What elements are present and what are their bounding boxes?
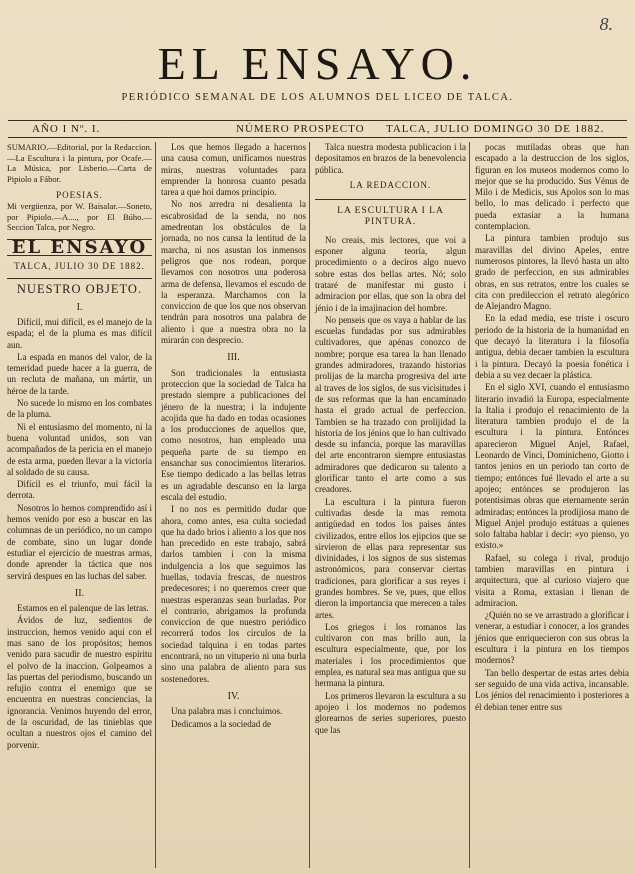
section-numeral: IV. — [227, 690, 240, 702]
poesias-label: POESIAS. — [56, 190, 103, 200]
banner-title: EL ENSAYO — [7, 239, 152, 256]
masthead — [0, 40, 635, 103]
paragraph: Los primeros llevaron la escultura a su apojeo i los modernos no podemos glorearnos de series superiores, puesto que las — [315, 690, 466, 735]
summary-poems: Mi vergüenza, por W. Baisalar.—Soneto, por Pipiolo.—A...., por El Búho.—Seccion Talca, por Negro. — [7, 201, 152, 233]
paragraph: Dedicamos a la sociedad de — [171, 718, 271, 729]
column-2 — [158, 142, 310, 868]
section-title: NUESTRO OBJETO. — [7, 278, 152, 295]
paragraph: Ávidos de luz, sedientos de instruccion, hemos venido aquí con el mas sano de los propósitos; hemos venido para sacudir de nuestro espíritu el polvo de la inaccion. Golpeamos a las puertas del periodismo, buscando un refujio contra el enemigo que se encuentra en nuestras conciencias, la ignorancia. Venimos huyendo del error, de la oscuridad, de las tinieblas que ocultan a nuestros ojos el camino del porvenir. — [7, 615, 152, 750]
section-numeral: II. — [74, 587, 85, 599]
paragraph: Ni el entusiasmo del momento, ni la buena voluntad unidos, son van acompañados de la pericia en el manejo de esta arma, pueden llevar a la victoria al soldado de su causa. — [7, 421, 152, 477]
article-title: LA ESCULTURA I LA PINTURA. — [315, 199, 466, 229]
paragraph: Talca nuestra modesta publicacion i la depositamos en brazos de la benevolencia pública. — [315, 142, 466, 175]
editorial-signature: LA REDACCION. — [349, 179, 432, 190]
masthead-title: EL ENSAYO. — [157, 38, 478, 89]
issue-bar — [8, 120, 627, 138]
paragraph: Rafael, su colega i rival, produjo tambien maravillas en pintura i arquitectura, que al curioso viajero que visita a Roma, extasian i llenan de admiracion. — [475, 552, 629, 608]
paragraph: En el siglo XVI, cuando el entusiasmo literario invadió la Europa, especialmente la Italia i produjo el renacimiento de la literatura tambien produjo el de la escultura i la pintura. Entónces aparecieron Miguel Anjel, Rafael, Leonardo de Vinci, Dominicheno, Giotto i tantos jenios en un periodo tan corto de tiempo; entónces fué llevado el arte a su apojeo; entónces se produjeron las potentisimas obras que eternamente serán admiradas; entónces la prodijiosa mano de Miguel Anjel produjo estátuas a quienes solo faltaba hablar i decir: «yo pienso, yo existo.» — [475, 382, 629, 551]
paragraph: Difícil, mui difícil, es el manejo de la espada; el de la pluma es mas difícil aun. — [7, 316, 152, 350]
paragraph: La espada en manos del valor, de la temeridad puede hacer a la guerra, de un recluta de mañana, un mártir, un héroe de la tarde. — [7, 351, 152, 396]
paragraph: Los griegos i los romanos las cultivaron con mas brillo aun, la escultura especialmente, que, por los materiales i los procedimientos que emplea, es natural sea mas antigua que su hermana la pintura. — [315, 621, 466, 689]
issue-date: TALCA, JULIO DOMINGO 30 DE 1882. — [386, 123, 605, 135]
paragraph: Son tradicionales la entusiasta proteccion que la sociedad de Talca ha prestado siempre a publicaciones del jénero de la nuestra; i la indujente acojida que ha dado en todas ocasiones a los producciones de aquellos que, como nosotros, han empleado una pequeña parte de su tiempo en ensanchar sus conocimientos literarios. Ese tiempo dedicado a las bellas letras es un agradable descanso en la larga escala del estudio. — [161, 367, 306, 502]
paragraph: pocas mutiladas obras que han escapado a la destruccion de los siglos, figuran en los museos modernos como lo mejor que se ha producido. Sus Vénus de Milo i de Medicis, sus Apolos son lo mas bello, lo mas delicado i perfecto que pueda extasiar a la humana contemplacion. — [475, 142, 629, 232]
issue-number: AÑO I Nº. I. — [32, 123, 101, 135]
paragraph: Estamos en el palenque de las letras. — [17, 603, 149, 614]
column-4 — [472, 142, 632, 868]
paragraph: I no nos es permitido dudar que ahora, como antes, esa culta sociedad que ha dado brios i aliento a los que nos han precedido en este trabajo, sabrá darlos tambien i con la misma indulgencia a los que seguimos las huellas, todavía frescas, de nuestros predecesores; i no queremos creer que nuestras esperanzas sean burladas. Por el contrario, abrigamos la profunda conviccion de que nuestro periódico recorrerá todos los círculos de la sociedad talquina i en todas partes encontrará, no un vituperio ni una burla sino una palabra de aliento para sus sostenedores. — [161, 504, 306, 684]
section-numeral: III. — [227, 352, 240, 364]
paragraph: Tan bello despertar de estas artes debia ser seguido de una vida activa, incansable. Los jénios del renacimiento i posteriores a él debian tener entre sus — [475, 667, 629, 712]
paragraph: Difícil es el triunfo, mui fácil la derrota. — [7, 479, 152, 501]
page-number: 8. — [599, 14, 613, 34]
edition-label: NÚMERO PROSPECTO — [236, 123, 365, 135]
masthead-subtitle: PERIÓDICO SEMANAL DE LOS ALUMNOS DEL LICEO DE TALCA. — [121, 92, 514, 103]
paragraph: No creais, mis lectores, que voi a esponer alguna teoría, algun procedimiento o a decíros algo nuevo sobre estas dos bellas artes. Nó; solo trataré de manifestar mi gusto i admiracion por ellas, que son la obra del jénio i de la imajinacion del hombre. — [315, 234, 466, 313]
paragraph: ¿Quién no se ve arrastrado a glorificar i venerar, a estudiar i conocer, a los grandes jénios que enriquecieron con sus obras la escultura i la pintura en los tiempos modernos? — [475, 610, 629, 666]
paragraph: En la edad media, ese triste i oscuro periodo de la historia de la humanidad en que decayó la literatura i la filosofía antigua, debia decaer tambien la escultura i la pintura. Decayó la poesia fonética i debia a su vez decaer la plástica. — [475, 313, 629, 380]
paragraph: Una palabra mas i concluimos. — [171, 706, 283, 717]
summary: SUMARIO.—Editorial, por la Redaccion.—La Escultura i la pintura, por Ocafe.—La Música, por Lisberio.—Carta de Pipiolo a Fábor. — [7, 142, 152, 184]
paragraph: No nos arredra ni desalienta la escabrosidad de la senda, no nos amedrentan los obstáculos de la jornada, no nos cansa la lentitud de la marcha, ni nos asustan los inmensos peligros que nos rodean, porque llevamos con nosotros una poderosa arma de defensa, llevamos el escudo de la esperanza. Marchamos con la conviccion de que los que nos observan tendrán para nosotros una palabra de aliento i que a nuestra obra no la mirarán con desprecio. — [161, 199, 306, 346]
dateline: TALCA, JULIO 30 DE 1882. — [14, 261, 145, 272]
paragraph: Los que hemos llegado a hacernos una causa comun, unificamos nuestras miras, nuestras voluntades para emprender la honrosa cuanto pesada tarea a que hoi damos principio. — [161, 142, 306, 198]
paragraph: Nosotros lo hemos comprendido así i hemos venido por eso a buscar en las columnas de un periódico, no un campo de combate, sino un lugar donde estudiar el ejercicio de nuestras armas, donde aprender la táctica que nos servirá despues en las luchas del saber. — [7, 502, 152, 581]
paragraph: La pintura tambien produjo sus maravillas del divino Apeles, entre numerosos pintores, la llevó hasta un alto grado de perfeccion, en sus admirables obras, en sus retratos, entre los cuales se cita con predileccion el retrato alegórico de Alejandro Magno. — [475, 233, 629, 312]
section-numeral: I. — [76, 301, 83, 313]
paragraph: No penseis que os vaya a hablar de las escuelas fundadas por sus admirables cultivadores, que apénas conozco de nombre; porque esa tarea la han llenado grandes admiradores, trazando historias prolijas de la marcha progresiva del arte al traves de los siglos, de sus vicisitudes i de sus reformas que la han encaminado hasta el grado actual de perfeccion. Tambien se ha trazado con prolijidad la historia de los jénios que lo han cultivado desde su infancia, porque las maravillas del arte encontraron siempre entusiastas admiradores que dedicaron su talento a glorificar tanto el arte como a sus creadores. — [315, 314, 466, 495]
paragraph: La escultura i la pintura fueron cultivadas desde la mas remota antigüedad en todos los paises ántes civilizados, entre ellos los ejipcios que se sirvieron de ellas para representar sus divinidades, i los signos de sus sistemas astronómicos, para conservar ciertas tradiciones, para glorificar a sus reyes i grandes hombres. Se ve, pues, que ellos dieron la importancia que merecen a tales artes. — [315, 496, 466, 620]
paragraph: No sucede lo mismo en los combates de la pluma. — [7, 398, 152, 420]
column-1 — [4, 142, 156, 868]
column-3 — [312, 142, 470, 868]
